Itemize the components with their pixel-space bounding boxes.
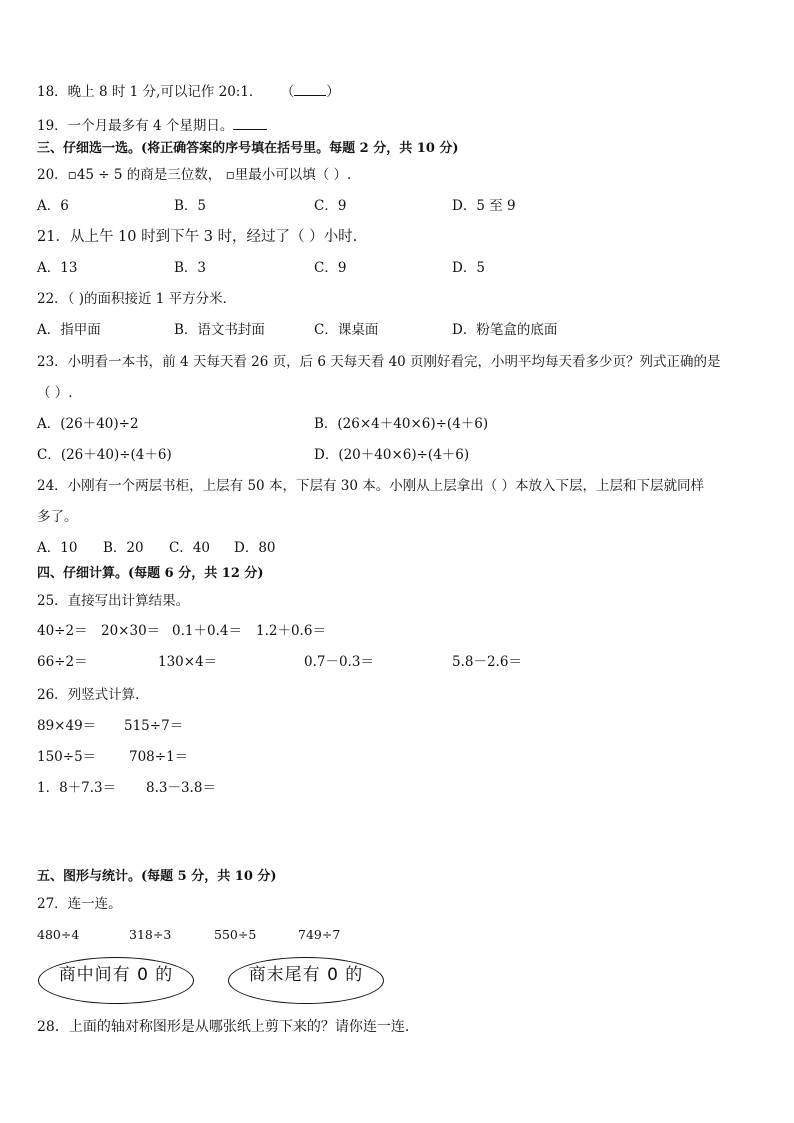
option-d[interactable]: D．粉笔盒的底面 — [452, 322, 558, 338]
option-b[interactable]: B．(26×4＋40×6)÷(4＋6) — [314, 416, 489, 432]
question-24-line1: 24．小刚有一个两层书柜，上层有 50 本，下层有 30 本。小刚从上层拿出（ ）本放入下层，上层和下层就同样 — [37, 478, 704, 494]
question-23-line2: （ ）. — [37, 385, 73, 401]
match-item[interactable]: 318÷3 — [129, 927, 172, 942]
oval-label: 商中间有 0 的 — [58, 965, 174, 985]
question-22-text: 22．（ )的面积接近 1 平方分米． — [37, 291, 237, 307]
section-3-title: 三、仔细选一选。(将正确答案的序号填在括号里。每题 2 分，共 10 分) — [37, 141, 459, 156]
option-a[interactable]: A．10 — [37, 540, 78, 556]
option-b[interactable]: B．语文书封面 — [174, 322, 265, 338]
question-18 — [37, 82, 340, 101]
option-c[interactable]: C．9 — [314, 198, 347, 214]
calc-item: 0.7－0.3＝ — [304, 654, 374, 670]
option-d[interactable]: D．5 至 9 — [452, 198, 516, 214]
calc-item: 130×4＝ — [158, 654, 218, 670]
calc-item: 5.8－2.6＝ — [452, 654, 522, 670]
question-21-text: 21．从上午 10 时到下午 3 时，经过了（ ）小时. — [37, 229, 358, 245]
question-19-text: 19．一个月最多有 4 个星期日。 — [37, 118, 234, 134]
option-b[interactable]: B．20 — [103, 540, 144, 556]
calc-item: 1．8＋7.3＝ — [37, 780, 117, 796]
calc-item: 1.2＋0.6＝ — [256, 623, 326, 639]
question-20-text: 20．▫45 ÷ 5 的商是三位数， ▫里最小可以填（ ）. — [37, 167, 352, 183]
option-a[interactable]: A．指甲面 — [37, 322, 101, 338]
calc-item: 66÷2＝ — [37, 654, 88, 670]
match-item[interactable]: 480÷4 — [37, 927, 80, 942]
calc-item: 0.1＋0.4＝ — [172, 623, 242, 639]
answer-blank[interactable] — [233, 116, 267, 130]
question-19 — [37, 116, 267, 135]
option-b[interactable]: B．3 — [174, 260, 207, 276]
option-d[interactable]: D．(20＋40×6)÷(4＋6) — [314, 447, 470, 463]
question-24-line2: 多了。 — [37, 509, 78, 525]
calc-item: 515÷7＝ — [124, 718, 184, 734]
calc-item: 89×49＝ — [37, 718, 97, 734]
option-d[interactable]: D．80 — [234, 540, 276, 556]
match-oval-end-zero[interactable] — [228, 957, 384, 1004]
match-item[interactable]: 550÷5 — [214, 927, 257, 942]
match-oval-middle-zero[interactable] — [38, 957, 194, 1004]
option-a[interactable]: A．13 — [37, 260, 78, 276]
option-c[interactable]: C．9 — [314, 260, 347, 276]
option-b[interactable]: B．5 — [174, 198, 207, 214]
question-26-text: 26．列竖式计算． — [37, 687, 149, 703]
calc-item: 8.3－3.8＝ — [146, 780, 216, 796]
calc-item: 20×30＝ — [101, 623, 161, 639]
calc-item: 150÷5＝ — [37, 749, 97, 765]
calc-item: 40÷2＝ — [37, 623, 88, 639]
section-5-title: 五、图形与统计。(每题 5 分，共 10 分) — [37, 869, 277, 884]
option-c[interactable]: C．(26＋40)÷(4＋6) — [37, 447, 172, 463]
calc-item: 708÷1＝ — [129, 749, 189, 765]
option-a[interactable]: A．6 — [37, 198, 69, 214]
option-a[interactable]: A．(26＋40)÷2 — [37, 416, 139, 432]
option-c[interactable]: C．课桌面 — [314, 322, 379, 338]
option-d[interactable]: D．5 — [452, 260, 485, 276]
question-28-text: 28．上面的轴对称图形是从哪张纸上剪下来的？请你连一连. — [37, 1019, 410, 1035]
option-c[interactable]: C．40 — [169, 540, 211, 556]
question-27-text: 27．连一连。 — [37, 896, 122, 912]
answer-blank[interactable] — [294, 82, 326, 96]
question-18-text: 18．晚上 8 时 1 分,可以记作 20:1． — [37, 84, 263, 100]
question-23-line1: 23．小明看一本书，前 4 天每天看 26 页，后 6 天每天看 40 页刚好看完，小明平均每天看多少页？列式正确的是 — [37, 354, 721, 370]
question-25-text: 25．直接写出计算结果。 — [37, 593, 190, 609]
question-18-answer-paren: （ ） — [280, 84, 340, 100]
section-4-title: 四、仔细计算。(每题 6 分，共 12 分) — [37, 566, 264, 581]
oval-label: 商末尾有 0 的 — [248, 965, 364, 985]
match-item[interactable]: 749÷7 — [298, 927, 341, 942]
